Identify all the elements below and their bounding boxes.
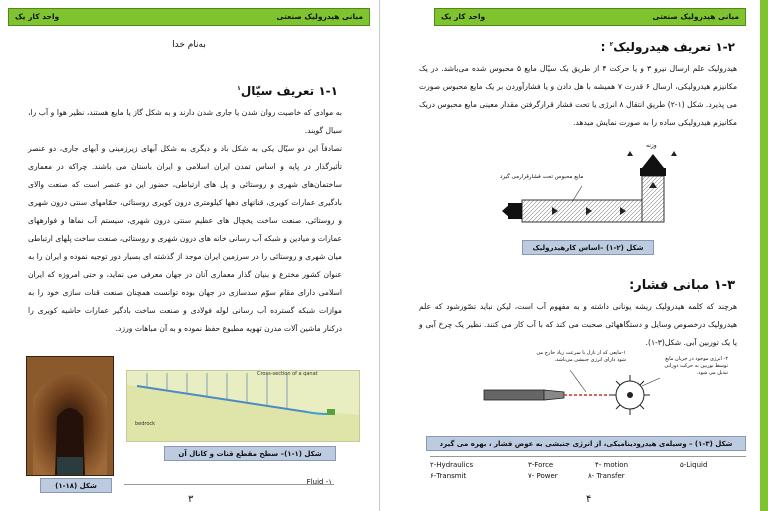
caption-figure-2-1: شکل (۲-۱) –اساس کارهیدرولیک	[522, 240, 654, 255]
caption-figure-1-1: شکل (۱-۱)– سطح مقطع قنات و کانال آن	[164, 446, 336, 461]
hydraulic-principle-figure	[500, 142, 682, 230]
section-title-1-3: ۱-۳ مبانی فشار:	[629, 278, 735, 293]
weight-label: وزنه	[646, 142, 657, 149]
turbine-rotation-label: ۲- انرژی موجود در جریان مایع توسط توربین به حرکت دورانی تبدیل می شود.	[664, 356, 728, 376]
page-header-right	[434, 8, 746, 26]
paragraph-fluid-history: تصادفاً این دو سیّال یکی به شکل باد و دیگری به شکل آبهای زیرزمینی و آبهای جاری، دو عنصر تأثیرگذار در پایه و اساس تمدن ایران اسلامی و ایران باستان می باشند. چراکه در معماری ساختمان‌های شهری و روستائی و پل های ارتباطی، حضور این دو عنصر است که صنعت والای بادگیری عمارات کویری، قناتهای دهها کیلومتری درون کویری روستائی، حمّامهای سنتی درون شهری و روستائی، صنعت ساخت یخچال های عظیم سنتی درون شهری، سیستم آب نماها و فوارههای عمارات و میادین و شبکه آب رسانی خانه های درون شهری و روستائی، صنعت ساخت پلهای ارتباطی میان شهری و روستائی را در سرزمین ایران موجد از گذشته ای بسیار دور توجیه نموده و ایران را به عنوان کشور مخترع و بنیان گذار معماری آنان در جهان معرفی می نماید، و حتی امروزه که ایران اسلامی دارای مقام سوّم سدسازی در جهان بوده توانست همچنان صنعت قنات سازی خود را به موازات شبکه گسترده آب رسانی لوله فولادی و صنعت ساخت بادگیر عمارات حاشیه کویری را درکنار ماشین آلات مدرن تهویه مطبوع حفظ نموده و به آن مباهات ورزد.	[28, 144, 342, 333]
section-title-1-1: ۱-۱ تعریف سیّال$^۱$	[237, 84, 338, 98]
bedrock-label: bedrock	[135, 421, 156, 427]
header-unit: واحد کار یک	[441, 12, 486, 21]
footnote-divider	[124, 484, 334, 485]
term-force: ۳-Force	[528, 461, 554, 469]
qanat-cross-section-figure	[126, 370, 360, 442]
basmala: به‌نام خدا	[172, 40, 206, 50]
term-liquid: ۵-Liquid	[680, 461, 708, 469]
right-edge-strip	[760, 0, 768, 511]
page-header-left	[8, 8, 370, 26]
water-turbine-figure	[460, 350, 728, 432]
section-title-1-2: ۱-۲ تعریف هیدرولیک$^۲$ :	[600, 40, 735, 54]
header-unit: واحد کار یک	[15, 12, 60, 21]
page-number-right: ۴	[586, 494, 592, 505]
terms-divider	[430, 456, 746, 457]
nozzle-jet-label: ۱-مایعی که از نازل با سرعت زیاد خارج می شود دارای انرژی جنبشی می‌باشد.	[536, 350, 626, 363]
term-transfer: ۸- Transfer	[588, 472, 625, 480]
term-transmit: ۶-Transmit	[430, 472, 467, 480]
cross-section-title: Cross-section of a qanat	[257, 371, 318, 377]
right-page	[390, 0, 755, 511]
footnote: ۱- Fluid	[306, 478, 332, 486]
trapped-fluid-label: مایع محبوس تحت فشارقرارمی گیرد	[500, 174, 584, 180]
header-title: مبانی هیدرولیک صنعتی	[276, 12, 363, 21]
qanat-tunnel-photo	[26, 356, 114, 476]
paragraph-hydraulics-definition: هیدرولیک علم ارسال نیرو ۳ و یا حرکت ۴ از طریق یک سیّال مایع ۵ محبوس شده می‌باشد. در یک مکانیزم هیدرولیکی، ارسال ۶ قدرت ۷ همیشه با هل دادن و یا فشارآوردن بر یک مایع محبوس صورت می پذیرد. شکل (۱-۲) طریق انتقال ۸ انرژی یا تحت فشار قرارگرفتن مقدار معینی مایع محبوس دریک مکانیزم هیدرولیکی ساده را به صورت نمایش میدهد.	[419, 64, 738, 127]
term-motion: ۴- motion	[595, 461, 629, 469]
caption-figure-1-18: شکل (۱۸-۱)	[40, 478, 112, 493]
term-hydraulics: ۲-Hydraulics	[430, 461, 474, 469]
paragraph-pressure-basics: هرچند که کلمه هیدرولیک ریشه یونانی داشته و به مفهوم آب است، لیکن نباید تصّورشود که علم هیدرولیک درخصوص وسایل و دستگاههائی صحبت می کند که با آب کار می کنند. نظیر یک چرخ آبی و یا یک توربین آبی. شکل(۳-۱).	[419, 302, 737, 347]
header-title: مبانی هیدرولیک صنعتی	[652, 12, 739, 21]
term-power: ۷- Power	[528, 472, 558, 480]
paragraph-fluid-definition: به موادی که خاصیت روان شدن یا جاری شدن دارند و به شکل گاز یا مایع هستند، نظیر هوا و آب را، سیال گویند.	[28, 108, 342, 135]
page-number-left: ۳	[188, 494, 194, 505]
left-page	[0, 0, 378, 511]
english-terms-footnote	[430, 460, 746, 484]
caption-figure-3-1: شکل (۳-۱) – وسیله‌ی هیدرودینامیکی، از انرژی جنبشی به عوض فشار ، بهره می گیرد	[426, 436, 746, 451]
page-gutter	[379, 0, 380, 511]
